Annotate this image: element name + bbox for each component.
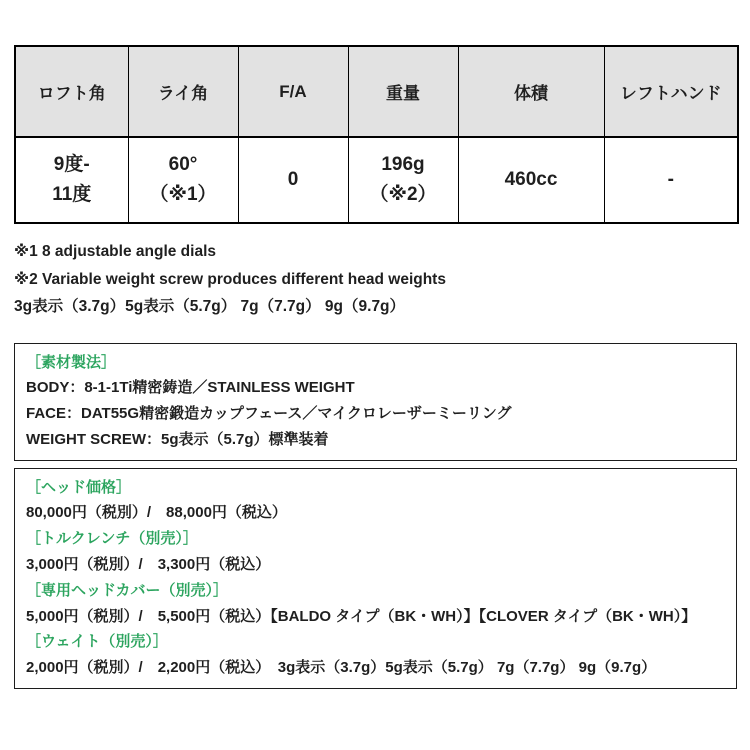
spec-table-value-row xyxy=(15,137,738,223)
footnotes xyxy=(14,238,737,321)
weight-option-heading: ［ウェイト（別売）］ xyxy=(26,633,168,651)
price-box xyxy=(14,468,737,689)
value-line: （※1） xyxy=(149,184,217,205)
head-price-heading: ［ヘッド価格］ xyxy=(26,478,132,496)
header-weight: 重量 xyxy=(348,46,458,137)
value-line: 11度 xyxy=(52,184,92,205)
value-fa xyxy=(238,137,348,223)
header-loft-angle: ロフト角 xyxy=(15,46,128,137)
value-line: 9度- xyxy=(53,154,90,175)
header-lie-angle: ライ角 xyxy=(128,46,238,137)
value-loft-angle xyxy=(15,137,128,223)
torque-wrench-value: 3,000円（税別）/ 3,300円（税込） xyxy=(26,556,271,574)
value-line: 196g xyxy=(381,154,425,175)
materials-weight-screw-line: WEIGHT SCREW：5g表示（5.7g）標準装着 xyxy=(26,430,329,448)
materials-face-line: FACE：DAT55G精密鍛造カップフェース／マイクロレーザーミーリング xyxy=(26,405,512,423)
materials-heading: ［素材製法］ xyxy=(26,353,117,371)
footnote-1: ※1 8 adjustable angle dials xyxy=(14,243,216,260)
value-left-hand xyxy=(604,137,738,223)
spec-table-header-row xyxy=(15,46,738,137)
materials-box xyxy=(14,343,737,461)
head-price-value: 80,000円（税別）/ 88,000円（税込） xyxy=(26,504,287,522)
head-cover-heading: ［専用ヘッドカバー（別売）］ xyxy=(26,581,229,599)
value-volume xyxy=(458,137,604,223)
value-lie-angle xyxy=(128,137,238,223)
materials-body-line: BODY：8-1-1Ti精密鋳造／STAINLESS WEIGHT xyxy=(26,379,355,397)
value-line: （※2） xyxy=(369,184,437,205)
value-line: 0 xyxy=(287,169,299,190)
header-left-hand: レフトハンド xyxy=(604,46,738,137)
value-line: 60° xyxy=(168,154,198,175)
spec-table xyxy=(14,45,739,224)
header-fa: F/A xyxy=(238,46,348,137)
weight-options: 3g表示（3.7g）5g表示（5.7g） 7g（7.7g） 9g（9.7g） xyxy=(14,298,406,315)
footnote-2: ※2 Variable weight screw produces different head weights xyxy=(14,270,446,288)
torque-wrench-heading: ［トルクレンチ（別売）］ xyxy=(26,530,198,548)
value-line: 460cc xyxy=(504,169,558,190)
head-cover-value: 5,000円（税別）/ 5,500円（税込）【BALDO タイプ（BK・WH）】【CLOVER タイプ（BK・WH）】 xyxy=(26,607,697,625)
value-line: - xyxy=(667,169,674,190)
weight-option-value: 2,000円（税別）/ 2,200円（税込） 3g表示（3.7g）5g表示（5.7g） 7g（7.7g） 9g（9.7g） xyxy=(26,659,657,677)
header-volume: 体積 xyxy=(458,46,604,137)
value-weight xyxy=(348,137,458,223)
